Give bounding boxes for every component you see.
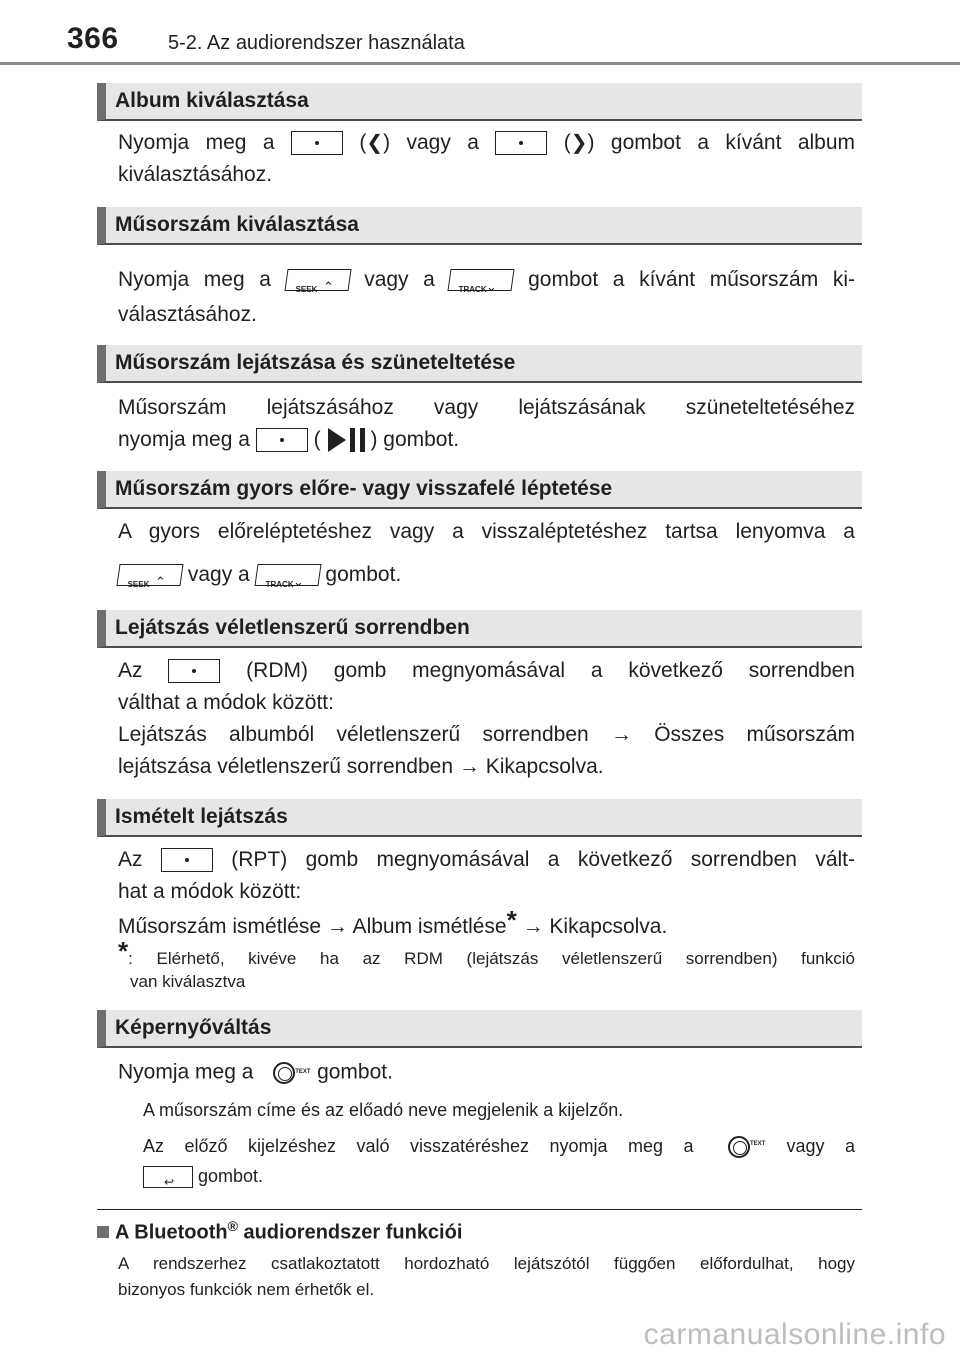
page-number: 366 <box>67 22 119 55</box>
album-down-button-icon <box>291 131 343 155</box>
right-chevron-icon: ❯ <box>570 132 588 154</box>
repeat-line-3: Műsorszám ismétlése → Album ismétlése* → Kikapcsolva. <box>118 905 668 938</box>
section-heading-track: Műsorszám kiválasztása <box>97 207 862 245</box>
display-line-3: Az előző kijelzéshez való visszatéréshez nyomja meg a TEXT vagy a <box>143 1130 855 1164</box>
repeat-footnote-line-1: *: Elérhető, kivéve ha az RDM (lejátszás véletlenszerű sorrendben) funkció <box>118 936 855 968</box>
play-pause-icon <box>326 426 370 454</box>
section-heading-display: Képernyőváltás <box>97 1010 862 1048</box>
display-line-1: Nyomja meg a TEXT gombot. <box>118 1056 855 1090</box>
repeat-footnote-line-2: van kiválasztva <box>130 972 246 991</box>
bluetooth-heading: A Bluetooth® audiorendszer funkciói <box>97 1218 462 1245</box>
watermark: carmanualsonline.info <box>643 1318 946 1351</box>
back-button-icon: ↩ <box>143 1166 193 1188</box>
track-down-button-icon: TRACK ⌄ <box>448 269 515 291</box>
section-heading-fast-forward: Műsorszám gyors előre- vagy visszafelé léptetése <box>97 471 862 509</box>
album-up-button-icon <box>495 131 547 155</box>
section-heading-repeat: Ismételt lejátszás <box>97 799 862 837</box>
play-line-1: Műsorszám lejátszásához vagy lejátszásának szüneteltetéséhez <box>118 396 855 419</box>
bluetooth-text-1: A rendszerhez csatlakoztatott hordozható lejátszótól függően előfordulhat, hogy <box>118 1254 855 1273</box>
play-line-2: nyomja meg a ( ) gombot. <box>118 424 855 456</box>
album-line-2: kiválasztásához. <box>118 163 273 186</box>
random-line-1: Az (RDM) gomb megnyomásával a következő sorrendben <box>118 659 855 682</box>
text-knob-icon: TEXT <box>714 1130 766 1164</box>
random-line-3: Lejátszás albumból véletlenszerű sorrendben → Összes műsorszám <box>118 723 855 746</box>
repeat-line-1: Az (RPT) gomb megnyomásával a következő sorrendben vált- <box>118 848 856 871</box>
album-line-1: Nyomja meg a (❮) vagy a (❯) gombot a kívánt album <box>118 131 856 154</box>
seek-up-button-icon: SEEK ⌃ <box>116 564 183 586</box>
random-line-2: válthat a módok között: <box>118 691 334 714</box>
bluetooth-text-2: bizonyos funkciók nem érhetők el. <box>118 1280 375 1299</box>
page-header <box>0 0 960 66</box>
square-bullet-icon <box>97 1226 109 1238</box>
left-chevron-icon: ❮ <box>366 132 384 154</box>
ff-line-1: A gyors előreléptetéshez vagy a visszaléptetéshez tartsa lenyomva a <box>118 520 855 543</box>
rpt-button-icon <box>161 848 213 872</box>
header-divider <box>0 62 960 65</box>
chapter-title: 5-2. Az audiorendszer használata <box>168 32 465 54</box>
section-heading-play: Műsorszám lejátszása és szüneteltetése <box>97 345 862 383</box>
track-line-1: Nyomja meg a SEEK ⌃ vagy a TRACK ⌄ gombot a kívánt műsorszám ki- <box>118 268 855 295</box>
display-line-2: A műsorszám címe és az előadó neve megjelenik a kijelzőn. <box>143 1100 624 1120</box>
bottom-divider <box>97 1209 862 1210</box>
section-heading-random: Lejátszás véletlenszerű sorrendben <box>97 610 862 648</box>
seek-up-button-icon: SEEK ⌃ <box>284 269 351 291</box>
rdm-button-icon <box>168 659 220 683</box>
play-button-icon <box>256 428 308 452</box>
ff-line-2: SEEK ⌃ vagy a TRACK ⌄ gombot. <box>118 559 855 591</box>
display-line-4: ↩ gombot. <box>143 1162 855 1190</box>
text-knob-icon: TEXT <box>259 1056 311 1090</box>
track-down-button-icon: TRACK ⌄ <box>254 564 321 586</box>
random-line-4: lejátszása véletlenszerű sorrendben → Kikapcsolva. <box>118 755 604 778</box>
repeat-line-2: hat a módok között: <box>118 880 302 903</box>
section-heading-album: Album kiválasztása <box>97 83 862 121</box>
track-line-2: választásához. <box>118 303 257 326</box>
